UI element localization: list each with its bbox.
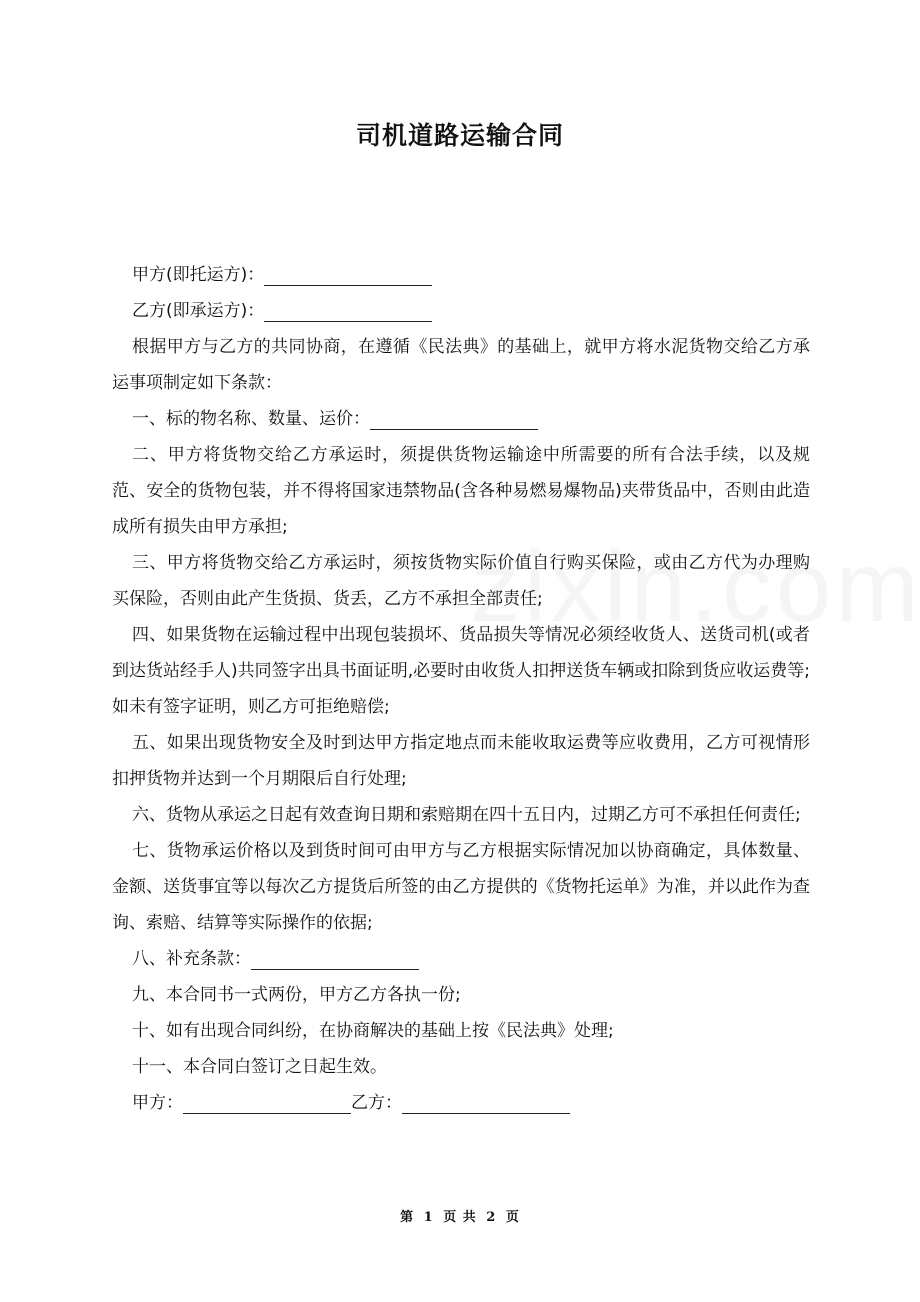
clause-3: 三、甲方将货物交给乙方承运时，须按货物实际价值自行购买保险，或由乙方代为办理购买保险，否则由此产生货损、货丢，乙方不承担全部责任; (112, 553, 810, 609)
party-a-blank (264, 265, 432, 286)
party-b-label: 乙方(即承运方)： (132, 301, 265, 321)
clause-8 (112, 941, 810, 977)
footer-prefix: 第 (400, 1210, 415, 1225)
clause-5: 五、如果出现货物安全及时到达甲方指定地点而未能收取运费等应收费用，乙方可视情形扣押货物并达到一个月期限后自行处理; (112, 733, 810, 789)
clause-11: 十一、本合同白签订之日起生效。 (132, 1057, 387, 1077)
clause-7: 七、货物承运价格以及到货时间可由甲方与乙方根据实际情况加以协商确定，具体数量、金额、送货事宜等以每次乙方提货后所签的由乙方提供的《货物托运单》为准，并以此作为查询、索赔、结算等实际操作的依据; (112, 841, 810, 933)
signature-party-a-label: 甲方： (132, 1093, 183, 1113)
clause-8-blank (251, 949, 419, 970)
clause-6: 六、货物从承运之日起有效查询日期和索赔期在四十五日内，过期乙方可不承担任何责任; (132, 805, 801, 825)
footer-suffix: 页 (505, 1210, 520, 1225)
signature-party-b-label: 乙方： (351, 1093, 402, 1113)
party-a-line (112, 257, 810, 293)
clause-8-label: 八、补充条款： (132, 949, 251, 969)
preamble-paragraph: 根据甲方与乙方的共同协商，在遵循《民法典》的基础上，就甲方将水泥货物交给乙方承运事项制定如下条款： (112, 337, 810, 393)
signature-party-b-blank (402, 1093, 570, 1114)
document-body (112, 257, 810, 1121)
clause-9: 九、本合同书一式两份，甲方乙方各执一份; (132, 985, 461, 1005)
clause-10: 十、如有出现合同纠纷，在协商解决的基础上按《民法典》处理; (132, 1021, 614, 1041)
clause-1-blank (370, 409, 538, 430)
clause-2: 二、甲方将货物交给乙方承运时，须提供货物运输途中所需要的所有合法手续，以及规范、安全的货物包装，并不得将国家违禁物品(含各种易燃易爆物品)夹带货品中，否则由此造成所有损失由甲方承担; (112, 445, 810, 537)
clause-4: 四、如果货物在运输过程中出现包装损坏、货品损失等情况必须经收货人、送货司机(或者到达货站经手人)共同签字出具书面证明,必要时由收货人扣押送货车辆或扣除到货应收运费等;如未有签字证明，则乙方可拒绝赔偿; (112, 625, 810, 717)
page-footer (0, 1206, 920, 1225)
party-a-label: 甲方(即托运方)： (132, 265, 265, 285)
clause-1-label: 一、标的物名称、数量、运价： (132, 409, 370, 429)
footer-total-pages: 2 (486, 1210, 497, 1225)
signature-line (112, 1085, 810, 1121)
document-title: 司机道路运输合同 (355, 121, 564, 150)
footer-middle: 页 共 (443, 1210, 477, 1225)
party-b-blank (264, 301, 432, 322)
signature-party-a-blank (183, 1093, 351, 1114)
clause-1 (112, 401, 810, 437)
footer-page-number: 1 (423, 1210, 434, 1225)
party-b-line (112, 293, 810, 329)
